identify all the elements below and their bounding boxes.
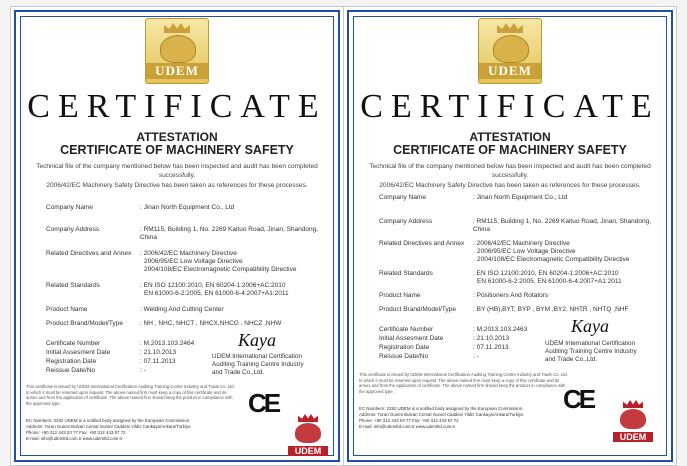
reissue-value: : - [140,367,146,374]
lion-icon [295,423,321,443]
initial-assessment-value: : 21.10.2013 [473,335,510,342]
lion-icon [160,35,196,63]
initial-assessment-value: : 21.10.2013 [140,349,177,356]
issuer-line: UDEM International Certification [212,353,302,360]
product-brand-value: : NH , NHC, NHCT , NHCX,NHCG , NHCZ ,NHW [140,320,282,327]
email-text: E-mail: info@udemltd.com.tr www.udemltd.com.tr [359,424,456,429]
product-name-label: Product Name [46,306,88,313]
ce-mark: CE [563,384,594,414]
certificate-title: CERTIFICATE [360,88,660,125]
standard-line: EN 61000-6-2:2005, EN 61000-6-4:2007+A1:2011 [144,290,289,297]
directive-text: 2006/42/EC Machinery Safety Directive has been taken as references for these processes. [46,182,308,189]
directives-label: Related Directives and Annex [379,240,465,247]
ce-mark: CE [248,388,279,418]
address-text: Address: Turan Gunes Bulvari Cemal Gursel Caddesi Yildiz Cankaya/Ankara/Turkiye [359,412,524,417]
signature: Kaya [238,330,276,350]
standards-value [140,282,324,298]
certificate-right [347,10,673,462]
intro-text: Technical file of the company mentioned below has been inspected and audit has been completed successfully. [36,163,318,179]
udem-red-logo [611,398,655,442]
standard-line: EN 61000-6-2:2005, EN 61000-6-4:2007+A1:2011 [477,278,622,285]
issuer-line: UDEM International Certification [545,340,635,347]
certificate-subtitle: CERTIFICATE OF MACHINERY SAFETY [393,143,627,157]
standards-label: Related Standards [46,282,100,289]
notified-body-text: EC Numbers: 2292 UDEM is a notified body assigned by the European Commission. [26,418,191,423]
udem-red-logo [286,412,330,456]
product-name-label: Product Name [379,292,421,299]
company-address-label: Company Address [46,226,100,233]
directive-line: 2004/108/EC Electromagnetic Compatibility Directive [477,256,630,263]
registration-date-value: : 07.11.2013 [140,358,176,365]
udem-logo [478,18,542,84]
certificate-left [14,10,340,462]
lion-icon [620,409,646,429]
reissue-value: : - [473,353,479,360]
standard-line: : EN ISO 12100:2010, EN 60204-1:2006+AC:2010 [473,270,619,277]
reissue-label: Reissue Date/No [379,353,429,360]
certificate-number-label: Certificate Number [379,326,434,333]
issuer-line: Auditing Training Centre Industry [545,348,637,355]
directive-line: 2006/95/EC Low Voltage Directive [144,258,243,265]
product-brand-label: Product Brand/Model/Type [379,306,456,313]
company-address-label: Company Address [379,218,433,225]
udem-logo [145,18,209,84]
product-brand-label: Product Brand/Model/Type [46,320,123,327]
directives-value [140,250,324,274]
signature: Kaya [571,316,609,336]
directive-line: : 2006/42/EC Machinery Directive [140,250,237,257]
standard-line: : EN ISO 12100:2010, EN 60204-1:2006+AC:2010 [140,282,286,289]
issuer-line: and Trade Co.,Ltd. [545,356,598,363]
logo-text: UDEM [479,63,541,79]
footer-contact [359,406,579,430]
directives-value [473,240,657,264]
crown-icon [623,400,643,408]
phone-text: Phone: +90 312 443 03 77 Fax: +90 312 443 87 72 [26,430,126,435]
fine-print: This certificate is issued by UDEM International Certification Auditing Training Centre Industry and Trade Co. Ltd. to which it must be returned upon request. The above named firm must keep a copy of this certificate and its annex and from the application of certificate. The above named firm should keep the product in compliance with the approved type. [26,384,235,406]
company-address-value: : RM115, Building 1, No. 2269 Kaituo Road, Jinan, Shandong, China [140,226,319,241]
registration-date-value: : 07.11.2013 [473,344,509,351]
directive-text: 2006/42/EC Machinery Safety Directive has been taken as references for these processes. [379,182,641,189]
issuer-line: and Trade Co.,Ltd. [212,369,265,376]
red-logo-text: UDEM [288,446,328,456]
lion-icon [493,35,529,63]
company-address-value: : RM115, Building 1, No. 2269 Kaituo Road, Jinan, Shandong, China [473,218,652,233]
attestation-heading: ATTESTATION [136,130,218,144]
logo-text: UDEM [146,63,208,79]
company-name-label: Company Name [46,204,93,211]
notified-body-text: EC Numbers: 2292 UDEM is a notified body assigned by the European Commission. [359,406,524,411]
registration-date-label: Registration Date [379,344,430,351]
registration-date-label: Registration Date [46,358,97,365]
intro-text: Technical file of the company mentioned below has been inspected and audit has been completed successfully. [369,163,651,179]
certificate-number-value: : M.2013.103.2464 [140,340,195,347]
certificate-number-value: : M.2013.103.2463 [473,326,528,333]
crown-icon [497,23,523,33]
directives-label: Related Directives and Annex [46,250,132,257]
issuer-block [212,353,304,377]
footer-contact [26,418,246,442]
fine-print: This certificate is issued by UDEM International Certification Auditing Training Centre Industry and Trade Co. Ltd. to which it must be returned upon request. The above named firm must keep a copy of this certificate and its annex and from the application of certificate. The above named firm should keep the product in compliance with the approved type. [359,372,568,394]
crown-icon [298,414,318,422]
initial-assessment-label: Initial Assesment Date [46,349,111,356]
product-name-value: : Welding And Cutting Center [140,306,224,313]
standards-label: Related Standards [379,270,433,277]
product-brand-value: : BY (HB),BYT, BYP , BYM ,BY2, NHTR , NHTQ ,NHF [473,306,629,313]
reissue-label: Reissue Date/No [46,367,96,374]
initial-assessment-label: Initial Assesment Date [379,335,444,342]
certificate-title: CERTIFICATE [27,88,327,125]
attestation-heading: ATTESTATION [469,130,551,144]
product-name-value: : Positioners And Rotators [473,292,549,299]
certificate-subtitle: CERTIFICATE OF MACHINERY SAFETY [60,143,294,157]
standards-value [473,270,657,286]
directive-line: 2004/108/EC Electromagnetic Compatibility Directive [144,266,297,273]
crown-icon [164,23,190,33]
directive-line: 2006/95/EC Low Voltage Directive [477,248,576,255]
phone-text: Phone: +90 312 443 03 77 Fax: +90 312 443 87 72 [359,418,459,423]
certificate-number-label: Certificate Number [46,340,101,347]
company-name-value: : Jinan North Equipment Co., Ltd [140,204,235,211]
directive-line: : 2006/42/EC Machinery Directive [473,240,570,247]
company-name-value: : Jinan North Equipment Co., Ltd [473,194,568,201]
company-name-label: Company Name [379,194,426,201]
red-logo-text: UDEM [613,432,653,442]
issuer-block [545,340,637,364]
address-text: Address: Turan Gunes Bulvari Cemal Gursel Caddesi Yildiz Cankaya/Ankara/Turkiye [26,424,191,429]
email-text: E-mail: info@udemltd.com.tr www.udemltd.com.tr [26,436,123,441]
issuer-line: Auditing Training Centre Industry [212,361,304,368]
